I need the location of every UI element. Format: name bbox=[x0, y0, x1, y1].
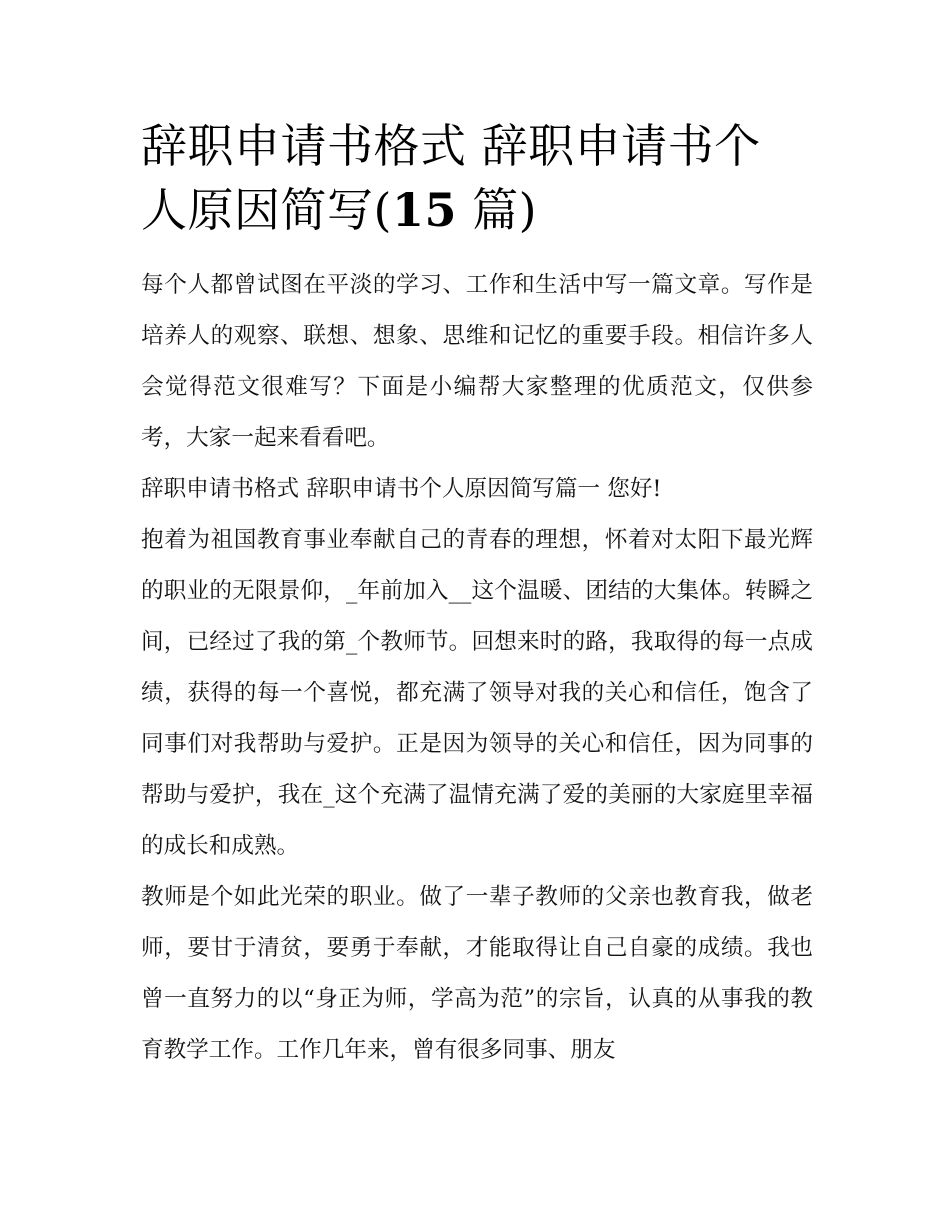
document-title bbox=[141, 114, 813, 242]
body-paragraph-1: 抱着为祖国教育事业奉献自己的青春的理想，怀着对太阳下最光辉的职业的无限景仰，_年前加入__这个温暖、团结的大集体。转瞬之间，已经过了我的第_个教师节。回想来时的路，我取得的每一点成绩，获得的每一个喜悦，都充满了领导对我的关心和信任，饱含了同事们对我帮助与爱护。正是因为领导的关心和信任，因为同事的帮助与爱护，我在_这个充满了温情充满了爱的美丽的大家庭里幸福的成长和成熟。 bbox=[141, 527, 813, 859]
body-paragraph-2: 教师是个如此光荣的职业。做了一辈子教师的父亲也教育我，做老师，要甘于清贫，要勇于奉献，才能取得让自己自豪的成绩。我也曾一直努力的以“身正为师，学高为范”的宗旨，认真的从事我的教育教学工作。工作几年来，曾有很多同事、朋友 bbox=[141, 884, 813, 1063]
title-line-1: 辞职申请书格式 辞职申请书个 bbox=[141, 119, 761, 173]
document-body bbox=[141, 260, 813, 1076]
title-line-2-end: 篇) bbox=[456, 183, 538, 237]
document-content bbox=[141, 114, 813, 1076]
title-count: 15 bbox=[391, 183, 457, 237]
section-heading-paragraph: 辞职申请书格式 辞职申请书个人原因简写篇一 您好! bbox=[141, 476, 662, 502]
title-line-2-start: 人原因简写( bbox=[141, 183, 392, 237]
intro-paragraph: 每个人都曾试图在平淡的学习、工作和生活中写一篇文章。写作是培养人的观察、联想、想象、思维和记忆的重要手段。相信许多人会觉得范文很难写？下面是小编帮大家整理的优质范文，仅供参考，大家一起来看看吧。 bbox=[141, 272, 813, 451]
